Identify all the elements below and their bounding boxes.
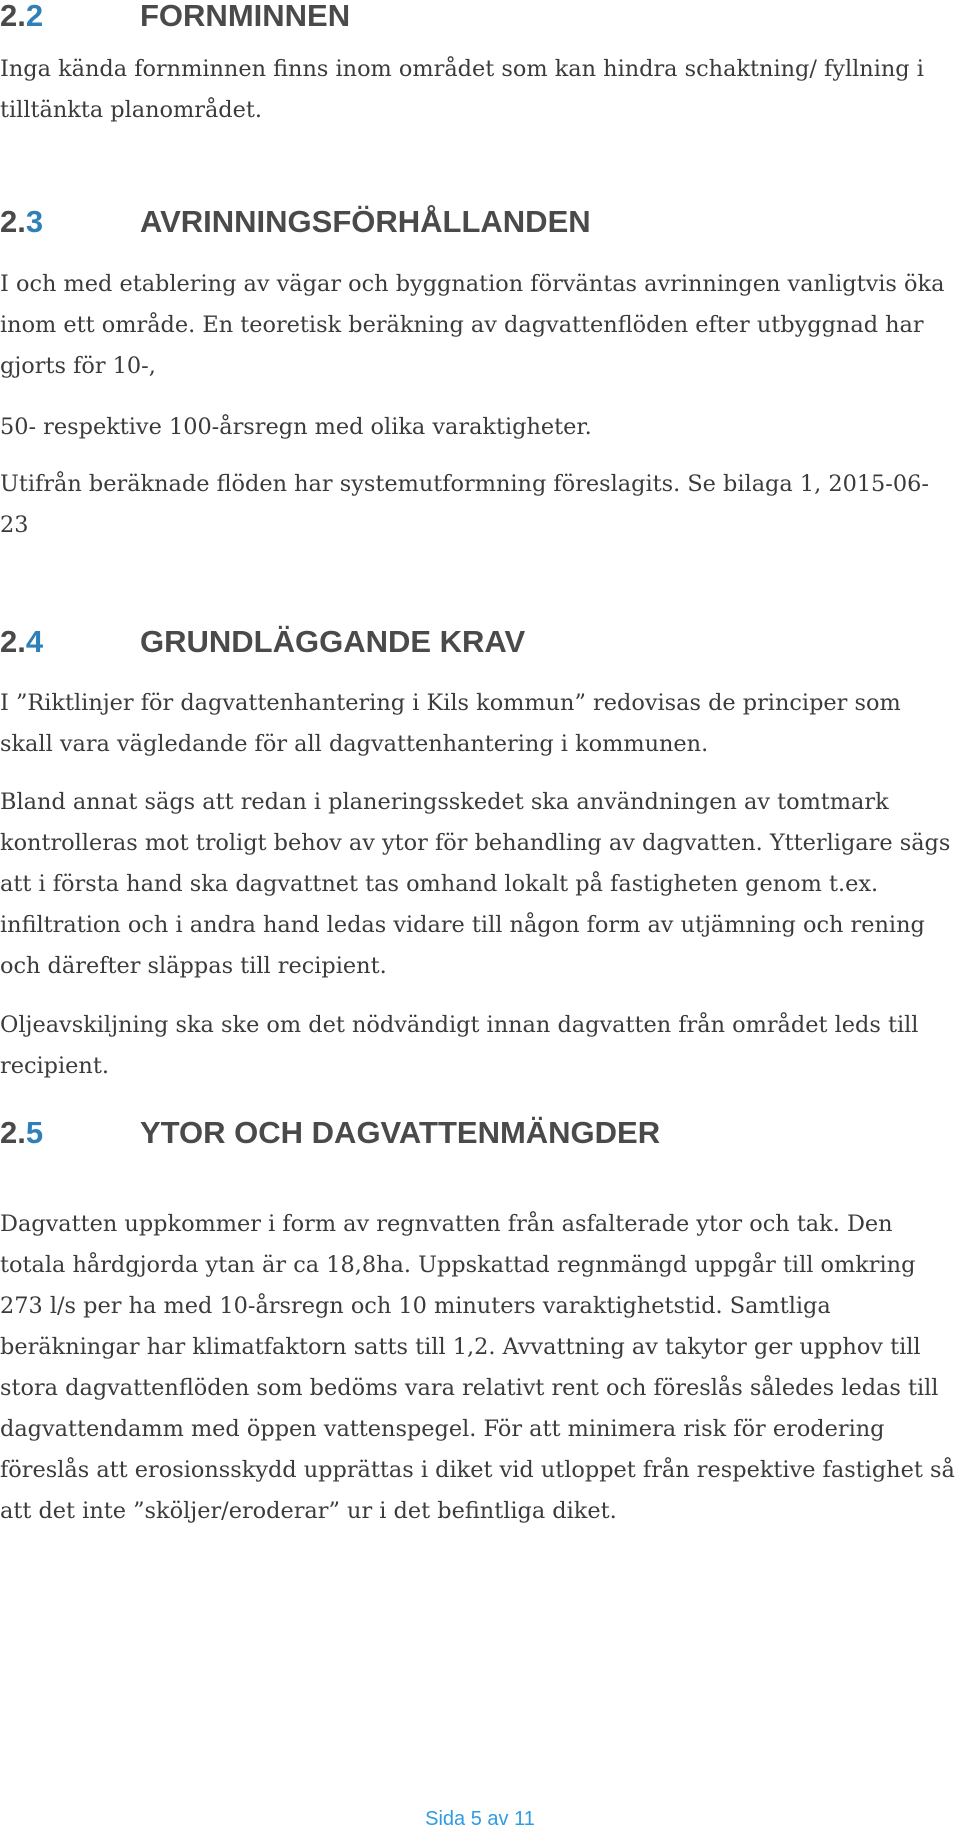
section-title: AVRINNINGSFÖRHÅLLANDEN [140,204,591,239]
section-heading-grundlaggande-krav [0,624,525,660]
section-number: 2.3 [0,204,44,239]
section-title: FORNMINNEN [140,0,351,33]
section-heading-fornminnen [0,0,350,34]
paragraph: Oljeavskiljning ska ske om det nödvändigt innan dagvatten från området leds till recipient. [0,1012,919,1079]
paragraph: I och med etablering av vägar och byggnation förväntas avrinningen vanligtvis öka inom ett område. En teoretisk beräkning av dagvattenflöden efter utbyggnad har gjorts för 10-, [0,271,945,379]
section-title: YTOR OCH DAGVATTENMÄNGDER [140,1115,661,1150]
paragraph: Utifrån beräknade flöden har systemutformning föreslagits. Se bilaga 1, 2015-06- 23 [0,471,929,538]
section-heading-ytor-och-dagvattenmangder [0,1115,660,1151]
page-number-footer: Sida 5 av 11 [425,1808,535,1830]
section-heading-avrinningsforhallanden [0,204,591,240]
paragraph: Bland annat sägs att redan i planeringsskedet ska användningen av tomtmark kontrolleras mot troligt behov av ytor för behandling av dagvatten. Ytterligare sägs att i första hand ska dagvattnet tas omhand lokalt på fastigheten genom t.ex. infiltration och i andra hand ledas vidare till någon form av utjämning och rening och därefter släppas till recipient. [0,789,951,979]
section-title: GRUNDLÄGGANDE KRAV [140,624,526,659]
section-number: 2.4 [0,624,44,659]
paragraph: 50- respektive 100-årsregn med olika varaktigheter. [0,414,592,440]
section-number: 2.2 [0,0,44,33]
paragraph: Inga kända fornminnen finns inom området som kan hindra schaktning/ fyllning i tilltänkta planområdet. [0,56,924,123]
section-number: 2.5 [0,1115,44,1150]
paragraph: Dagvatten uppkommer i form av regnvatten från asfalterade ytor och tak. Den totala hårdgjorda ytan är ca 18,8ha. Uppskattad regnmängd uppgår till omkring 273 l/s per ha med 10-årsregn och 10 minuters varaktighetstid. Samtliga beräkningar har klimatfaktorn satts till 1,2. Avvattning av takytor ger upphov till stora dagvattenflöden som bedöms vara relativt rent och föreslås således ledas till dagvattendamm med öppen vattenspegel. För att minimera risk för erodering föreslås att erosionsskydd upprättas i diket vid utloppet från respektive fastighet så att det inte ”sköljer/eroderar” ur i det befintliga diket. [0,1211,955,1524]
paragraph: I ”Riktlinjer för dagvattenhantering i Kils kommun” redovisas de principer som skall vara vägledande för all dagvattenhantering i kommunen. [0,690,901,757]
